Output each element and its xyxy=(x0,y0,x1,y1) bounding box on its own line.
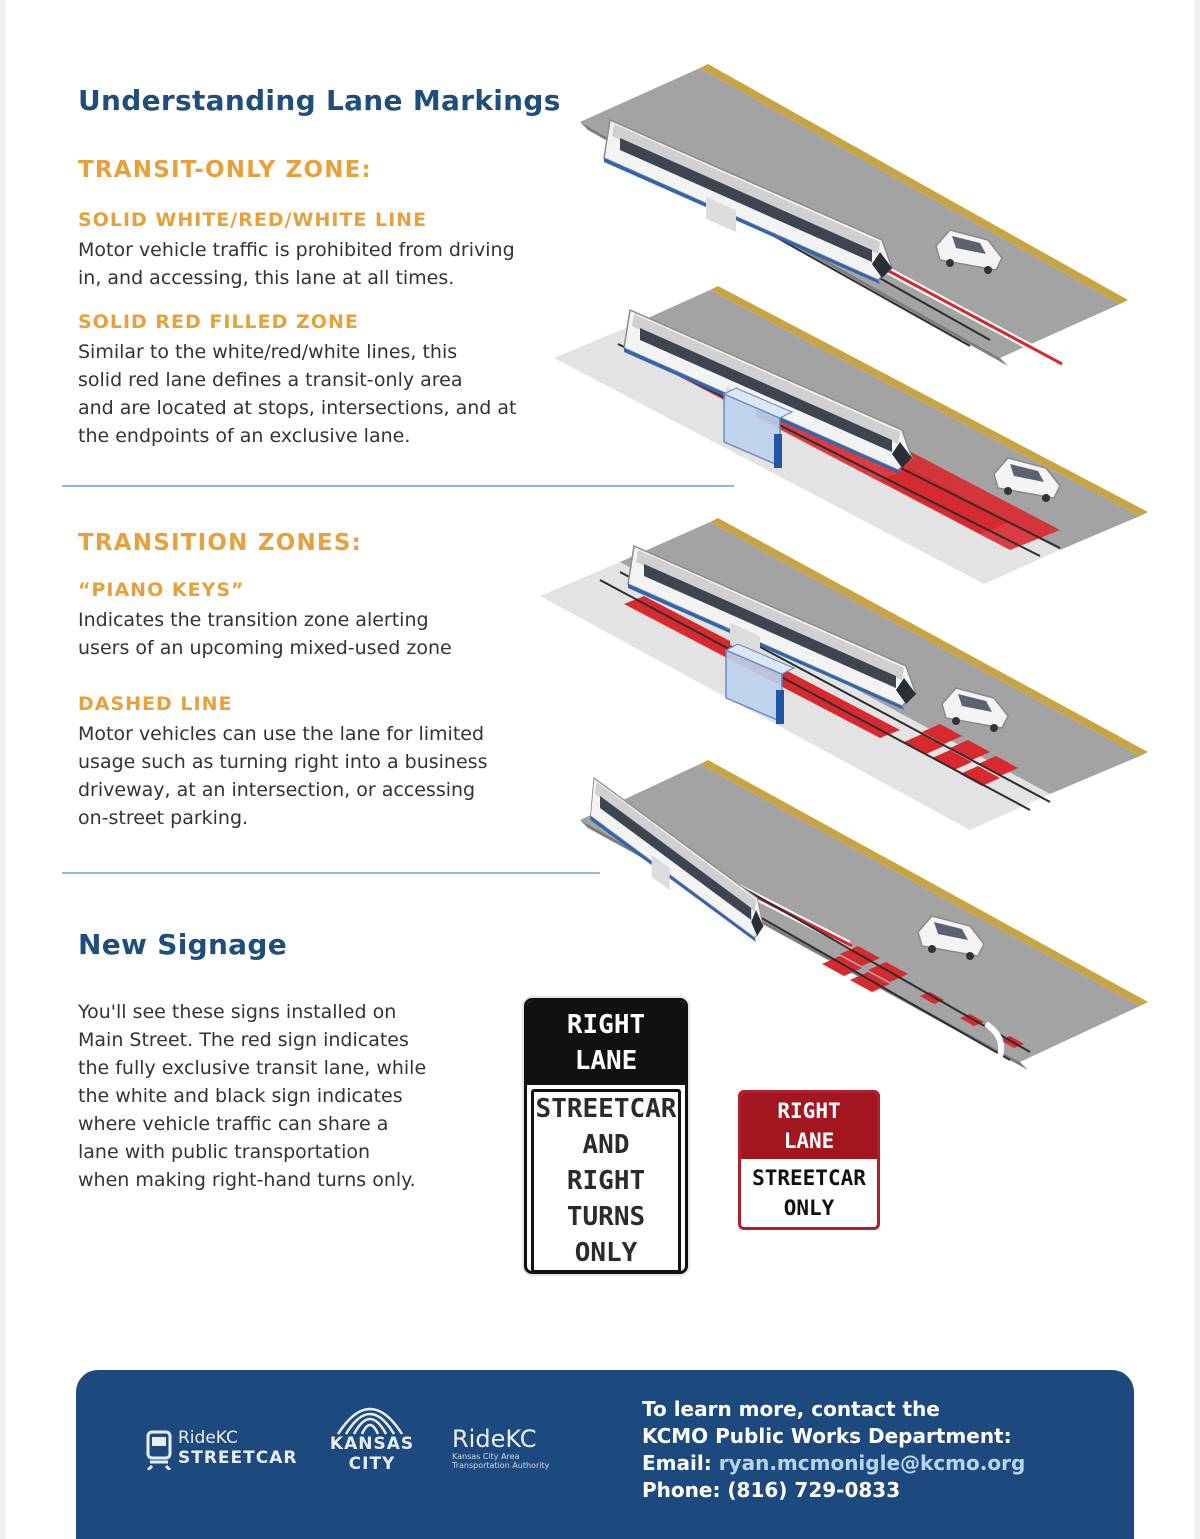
sign-text: AND xyxy=(582,1130,630,1160)
text-line: the fully exclusive transit lane, while xyxy=(78,1057,427,1079)
sign-body xyxy=(741,1159,877,1227)
signage-description xyxy=(78,998,426,1194)
streetcar-only-sign xyxy=(738,1090,880,1230)
sign-body xyxy=(531,1089,681,1273)
red-filled-subheading: SOLID RED FILLED ZONE xyxy=(78,311,359,333)
text-line: Motor vehicle traffic is prohibited from driving xyxy=(78,239,515,261)
logo-line: RideKC xyxy=(178,1428,238,1448)
dashed-line-description xyxy=(78,720,487,832)
ridekc-logo xyxy=(452,1426,549,1470)
text-line: on-street parking. xyxy=(78,807,249,829)
sign-text: STREETCAR xyxy=(752,1166,866,1190)
text-line: in, and accessing, this lane at all times. xyxy=(78,267,455,289)
sign-header xyxy=(741,1093,877,1159)
text-line: the white and black sign indicates xyxy=(78,1085,403,1107)
logo-text xyxy=(328,1434,416,1474)
logo-text: RideKC xyxy=(452,1425,537,1453)
phone-number[interactable]: (816) 729-0833 xyxy=(727,1478,901,1502)
sign-text: RIGHT xyxy=(566,1166,646,1196)
transit-only-heading: TRANSIT-ONLY ZONE: xyxy=(78,157,372,183)
text-line: where vehicle traffic can share a xyxy=(78,1113,389,1135)
text-line: when making right-hand turns only. xyxy=(78,1169,416,1191)
email-link[interactable]: ryan.mcmonigle@kcmo.org xyxy=(718,1451,1026,1475)
piano-keys-description xyxy=(78,606,452,662)
text-line: driveway, at an intersection, or accessing xyxy=(78,779,476,801)
text-line: solid red lane defines a transit-only area xyxy=(78,369,463,391)
email-label: Email: xyxy=(642,1451,712,1475)
logo-text xyxy=(178,1428,297,1468)
logo-tagline xyxy=(452,1452,549,1470)
page-edge-left xyxy=(0,0,6,1539)
sign-text: ONLY xyxy=(574,1238,638,1268)
sign-text: RIGHT xyxy=(566,1010,646,1040)
sign-text: ONLY xyxy=(783,1196,835,1220)
piano-keys-subheading: “PIANO KEYS” xyxy=(78,579,245,601)
sign-text: TURNS xyxy=(566,1202,646,1232)
lane-marking-illustrations xyxy=(540,60,1150,1090)
sign-text: STREETCAR xyxy=(535,1094,677,1124)
signage-title: New Signage xyxy=(78,928,288,961)
right-turns-sign xyxy=(524,998,688,1274)
logo-line: CITY xyxy=(348,1454,396,1474)
contact-line: To learn more, contact the xyxy=(642,1397,940,1421)
text-line: Motor vehicles can use the lane for limited xyxy=(78,723,485,745)
illustration-piano-keys xyxy=(540,518,1148,830)
contact-block xyxy=(642,1396,1025,1504)
logo-line: Transportation Authority xyxy=(452,1461,550,1470)
text-line: lane with public transportation xyxy=(78,1141,371,1163)
section-divider xyxy=(62,872,600,874)
sign-text: RIGHT xyxy=(777,1099,841,1123)
footer xyxy=(76,1370,1134,1539)
logo-line: KANSAS xyxy=(329,1434,415,1454)
white-red-white-description xyxy=(78,236,515,292)
sign-header xyxy=(527,1001,685,1085)
red-filled-description xyxy=(78,338,516,450)
logo-line: Kansas City Area xyxy=(452,1452,520,1461)
transition-heading: TRANSITION ZONES: xyxy=(78,530,362,556)
text-line: usage such as turning right into a business xyxy=(78,751,488,773)
contact-line: KCMO Public Works Department: xyxy=(642,1424,1012,1448)
sign-text: LANE xyxy=(574,1046,638,1076)
text-line: Similar to the white/red/white lines, this xyxy=(78,341,458,363)
streetcar-icon xyxy=(146,1428,172,1470)
text-line: You'll see these signs installed on xyxy=(78,1001,397,1023)
page-edge-right xyxy=(1194,0,1200,1539)
phone-label: Phone: xyxy=(642,1478,721,1502)
text-line: Indicates the transition zone alerting xyxy=(78,609,429,631)
text-line: Main Street. The red sign indicates xyxy=(78,1029,409,1051)
logo-line: STREETCAR xyxy=(178,1448,298,1468)
text-line: users of an upcoming mixed-used zone xyxy=(78,637,452,659)
lane-markings-title: Understanding Lane Markings xyxy=(78,84,561,117)
sign-text: LANE xyxy=(783,1129,835,1153)
text-line: the endpoints of an exclusive lane. xyxy=(78,425,411,447)
fountain-icon xyxy=(328,1398,412,1438)
text-line: and are located at stops, intersections, and at xyxy=(78,397,517,419)
white-red-white-subheading: SOLID WHITE/RED/WHITE LINE xyxy=(78,209,428,231)
dashed-line-subheading: DASHED LINE xyxy=(78,693,233,715)
